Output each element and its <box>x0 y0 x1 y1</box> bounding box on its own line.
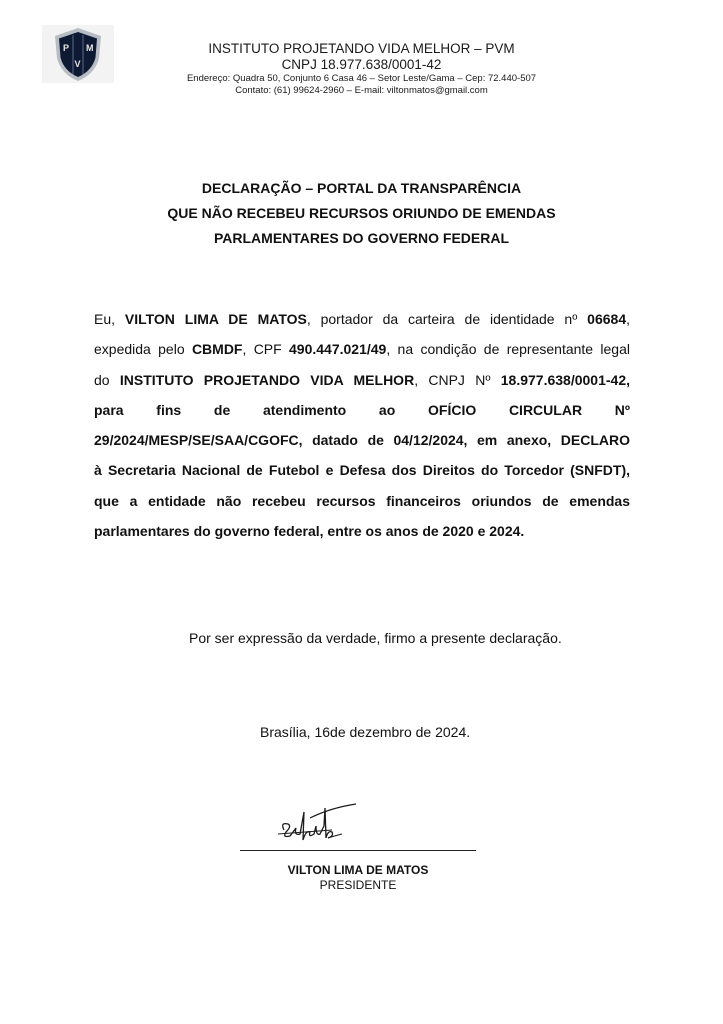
svg-text:P: P <box>63 43 70 53</box>
declaration-body <box>94 304 630 546</box>
text: , CPF <box>242 341 290 358</box>
institute-cnpj: CNPJ 18.977.638/0001-42 <box>281 57 442 72</box>
body-line: parlamentares do governo federal, entre os anos de 2020 e 2024. <box>94 523 525 540</box>
declarant-name: VILTON LIMA DE MATOS <box>124 311 307 327</box>
cpf-number: 490.447.021/49 <box>289 341 387 358</box>
body-line <box>94 334 630 364</box>
institute-address: Endereço: Quadra 50, Conjunto 6 Casa 46 – Setor Leste/Gama – Cep: 72.440-507 <box>186 73 537 84</box>
signature-line <box>240 850 476 851</box>
text: , CNPJ Nº <box>414 371 501 388</box>
body-line: 29/2024/MESP/SE/SAA/CGOFC, datado de 04/12/2024, em anexo, DECLARO <box>94 432 630 449</box>
text: , na condição de representante legal <box>386 341 630 358</box>
institute-contact: Contato: (61) 99624-2960 – E-mail: viltonmatos@gmail.com <box>235 85 488 96</box>
closing-statement: Por ser expressão da verdade, firmo a presente declaração. <box>189 630 562 646</box>
title-line: PARLAMENTARES DO GOVERNO FEDERAL <box>213 230 510 246</box>
text: do <box>94 371 120 388</box>
body-line: que a entidade não recebeu recursos financeiros oriundos de emendas <box>94 492 630 509</box>
text: , <box>626 311 630 327</box>
title-line: DECLARAÇÃO – PORTAL DA TRANSPARÊNCIA <box>201 180 522 196</box>
body-line: para fins de atendimento ao OFÍCIO CIRCULAR Nº <box>94 401 630 418</box>
id-issuer: CBMDF <box>191 341 243 358</box>
signer-name: VILTON LIMA DE MATOS <box>287 863 429 877</box>
letterhead <box>150 41 573 97</box>
signer-role: PRESIDENTE <box>319 878 397 892</box>
institute-logo <box>42 25 114 83</box>
shield-logo-icon <box>52 26 104 82</box>
signer-block <box>240 863 476 893</box>
title-line: QUE NÃO RECEBEU RECURSOS ORIUNDO DE EMENDAS <box>167 205 556 221</box>
text: Eu, <box>94 311 125 327</box>
body-line <box>94 304 630 334</box>
body-line: à Secretaria Nacional de Futebol e Defesa dos Direitos do Torcedor (SNFDT), <box>94 462 630 479</box>
institute-ref: INSTITUTO PROJETANDO VIDA MELHOR <box>119 371 415 388</box>
institute-name: INSTITUTO PROJETANDO VIDA MELHOR – PVM <box>208 41 515 56</box>
text: expedida pelo <box>94 341 192 358</box>
place-date: Brasília, 16de dezembro de 2024. <box>260 724 471 740</box>
svg-text:V: V <box>74 59 81 69</box>
svg-text:M: M <box>86 43 94 53</box>
body-line <box>94 365 630 395</box>
text: , portador da carteira de identidade nº <box>306 311 588 327</box>
cnpj-number: 18.977.638/0001-42, <box>500 371 630 388</box>
document-title <box>100 176 623 251</box>
id-number: 06684 <box>587 311 627 327</box>
handwritten-signature <box>270 796 360 848</box>
